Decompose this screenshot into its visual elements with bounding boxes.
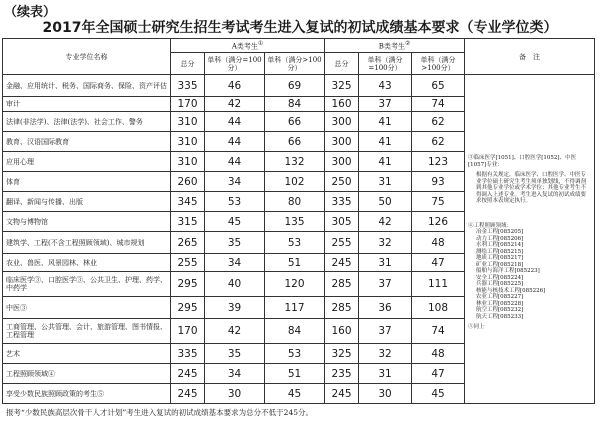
a-score: 34 <box>205 254 265 272</box>
a-score: 53 <box>205 192 265 212</box>
b-score: 160 <box>325 319 359 344</box>
a-score: 51 <box>265 254 325 272</box>
program-name: 工商管理、公共管理、会计、旅游管理、图书情报、工程管理 <box>3 319 171 344</box>
a-score: 117 <box>265 297 325 319</box>
b-score: 111 <box>412 272 465 297</box>
header-b-single2: 单科（满分>100分） <box>412 53 465 75</box>
b-score: 74 <box>412 319 465 344</box>
header-b-label: B类考生 <box>378 42 405 51</box>
a-score: 42 <box>205 97 265 112</box>
a-score: 132 <box>265 152 325 172</box>
a-score: 35 <box>205 232 265 254</box>
a-score: 335 <box>171 75 205 97</box>
b-score: 65 <box>412 75 465 97</box>
engineering-field: 安全工程[085224] <box>476 274 524 281</box>
engineering-field: 冶金工程[085205] <box>476 229 524 235</box>
program-name: 应用心理 <box>3 152 171 172</box>
a-score: 245 <box>171 364 205 384</box>
b-score: 325 <box>325 75 359 97</box>
program-name: 艺术 <box>3 344 171 364</box>
engineering-field: 核能与核技术工程[085226] <box>476 287 546 294</box>
header-a-total: 总分 <box>171 53 205 75</box>
b-score: 62 <box>412 132 465 152</box>
a-score: 42 <box>205 319 265 344</box>
b-score: 300 <box>325 132 359 152</box>
notes-cell <box>465 75 595 404</box>
a-score: 66 <box>265 132 325 152</box>
program-name: 农业、兽医、风景园林、林业 <box>3 254 171 272</box>
engineering-field: 林业工程[085228] <box>476 300 524 307</box>
program-name: 文物与博物馆 <box>3 212 171 232</box>
b-score: 30 <box>359 384 412 404</box>
program-name: 教育、汉语国际教育 <box>3 132 171 152</box>
header-name: 专业学位名称 <box>3 39 171 75</box>
b-score: 285 <box>325 272 359 297</box>
b-score: 45 <box>412 384 465 404</box>
b-score: 126 <box>412 212 465 232</box>
header-a-sup: ① <box>257 41 264 48</box>
program-name: 体育 <box>3 172 171 192</box>
a-score: 260 <box>171 172 205 192</box>
b-score: 36 <box>359 297 412 319</box>
program-name: 翻译、新闻与传播、出版 <box>3 192 171 212</box>
header-b-group <box>325 39 465 53</box>
a-score: 51 <box>265 364 325 384</box>
b-score: 43 <box>359 75 412 97</box>
header-b-single1: 单科（满分=100分） <box>359 53 412 75</box>
footnote: 报考“少数民族高层次骨干人才计划”考生进入复试的初试成绩基本要求为总分不低于245分。 <box>6 408 313 417</box>
a-score: 45 <box>205 212 265 232</box>
b-score: 31 <box>359 364 412 384</box>
a-score: 69 <box>265 75 325 97</box>
a-score: 170 <box>171 319 205 344</box>
b-score: 31 <box>359 254 412 272</box>
b-score: 335 <box>325 192 359 212</box>
header-b-sup: ② <box>404 41 411 48</box>
a-score: 315 <box>171 212 205 232</box>
program-name: 享受少数民族照顾政策的考生⑤ <box>3 384 171 404</box>
program-name: 金融、应用统计、税务、国际商务、保险、资产评估 <box>3 75 171 97</box>
note-4-title: ④工程照顾领域： <box>468 222 513 229</box>
engineering-field: 测绘工程[085215] <box>476 248 524 255</box>
engineering-field: 兵器工程[085225] <box>476 281 524 287</box>
b-score: 300 <box>325 112 359 132</box>
program-name: 工程照顾领域④ <box>3 364 171 384</box>
b-score: 42 <box>359 212 412 232</box>
program-name: 法律(非法学)、法律(法学)、社会工作、警务 <box>3 112 171 132</box>
requirements-table <box>2 38 595 404</box>
a-score: 120 <box>265 272 325 297</box>
a-score: 45 <box>265 384 325 404</box>
table-row <box>3 75 595 97</box>
b-score: 37 <box>359 97 412 112</box>
a-score: 80 <box>265 192 325 212</box>
engineering-field: 动力工程[085206] <box>476 235 524 242</box>
a-score: 170 <box>171 97 205 112</box>
a-score: 44 <box>205 112 265 132</box>
b-score: 31 <box>359 172 412 192</box>
pre-title: （续表） <box>4 5 57 20</box>
b-score: 123 <box>412 152 465 172</box>
b-score: 62 <box>412 112 465 132</box>
engineering-field: 水利工程[085214] <box>476 242 524 248</box>
b-score: 325 <box>325 344 359 364</box>
program-name: 审计 <box>3 97 171 112</box>
engineering-field: 地质工程[085217] <box>476 255 524 261</box>
note-5: ⑤同上 <box>468 324 485 330</box>
a-score: 295 <box>171 272 205 297</box>
note-3-title: ③临床医学[1051]、口腔医学[1052]、中医[1057]专业： <box>468 155 577 168</box>
a-score: 135 <box>265 212 325 232</box>
b-score: 37 <box>359 272 412 297</box>
b-score: 47 <box>412 254 465 272</box>
a-score: 310 <box>171 112 205 132</box>
page-title: 2017年全国硕士研究生招生考试考生进入复试的初试成绩基本要求（专业学位类） <box>42 20 558 36</box>
b-score: 245 <box>325 254 359 272</box>
a-score: 53 <box>265 232 325 254</box>
b-score: 47 <box>412 364 465 384</box>
engineering-field: 航天工程[085233] <box>476 313 524 320</box>
a-score: 310 <box>171 152 205 172</box>
a-score: 34 <box>205 172 265 192</box>
b-score: 93 <box>412 172 465 192</box>
a-score: 40 <box>205 272 265 297</box>
header-a-label: A类考生 <box>231 42 258 51</box>
program-name: 临床医学③、口腔医学③、公共卫生、护理、药学、中药学 <box>3 272 171 297</box>
engineering-field: 船舶与海洋工程[085223] <box>476 268 540 274</box>
b-score: 32 <box>359 232 412 254</box>
a-score: 102 <box>265 172 325 192</box>
a-score: 335 <box>171 344 205 364</box>
a-score: 295 <box>171 297 205 319</box>
a-score: 35 <box>205 344 265 364</box>
a-score: 66 <box>265 112 325 132</box>
a-score: 84 <box>265 319 325 344</box>
a-score: 44 <box>205 132 265 152</box>
b-score: 41 <box>359 152 412 172</box>
b-score: 32 <box>359 344 412 364</box>
a-score: 265 <box>171 232 205 254</box>
b-score: 245 <box>325 384 359 404</box>
a-score: 39 <box>205 297 265 319</box>
program-name: 中医③ <box>3 297 171 319</box>
b-score: 305 <box>325 212 359 232</box>
header-b-total: 总分 <box>325 53 359 75</box>
b-score: 41 <box>359 132 412 152</box>
program-name: 建筑学、工程(不含工程照顾领域)、城市规划 <box>3 232 171 254</box>
note-3-body: 根据有关规定，临床医学、口腔医学、中医专业学位硕士研究生考生须单独划线，不得调剂到其他专业学位或学术学位；其他专业考生不得调入上述专业。考生进入复试的初试成绩要求按照本表规定执行。 <box>476 172 587 204</box>
b-score: 108 <box>412 297 465 319</box>
b-score: 255 <box>325 232 359 254</box>
a-score: 30 <box>205 384 265 404</box>
b-score: 250 <box>325 172 359 192</box>
b-score: 160 <box>325 97 359 112</box>
header-a-single2: 单科（满分>100分） <box>265 53 325 75</box>
a-score: 345 <box>171 192 205 212</box>
header-a-single1: 单科（满分=100分） <box>205 53 265 75</box>
a-score: 34 <box>205 364 265 384</box>
b-score: 74 <box>412 97 465 112</box>
b-score: 41 <box>359 112 412 132</box>
a-score: 255 <box>171 254 205 272</box>
b-score: 50 <box>359 192 412 212</box>
a-score: 53 <box>265 344 325 364</box>
b-score: 300 <box>325 152 359 172</box>
header-a-group <box>171 39 325 53</box>
a-score: 84 <box>265 97 325 112</box>
b-score: 37 <box>359 319 412 344</box>
b-score: 235 <box>325 364 359 384</box>
b-score: 75 <box>412 192 465 212</box>
b-score: 48 <box>412 232 465 254</box>
engineering-field: 农业工程[085227] <box>476 294 524 300</box>
b-score: 48 <box>412 344 465 364</box>
engineering-field: 矿业工程[085218] <box>476 261 524 268</box>
a-score: 245 <box>171 384 205 404</box>
engineering-field: 航空工程[085232] <box>476 307 524 313</box>
b-score: 285 <box>325 297 359 319</box>
a-score: 46 <box>205 75 265 97</box>
a-score: 44 <box>205 152 265 172</box>
a-score: 310 <box>171 132 205 152</box>
header-notes: 备 注 <box>465 39 595 75</box>
